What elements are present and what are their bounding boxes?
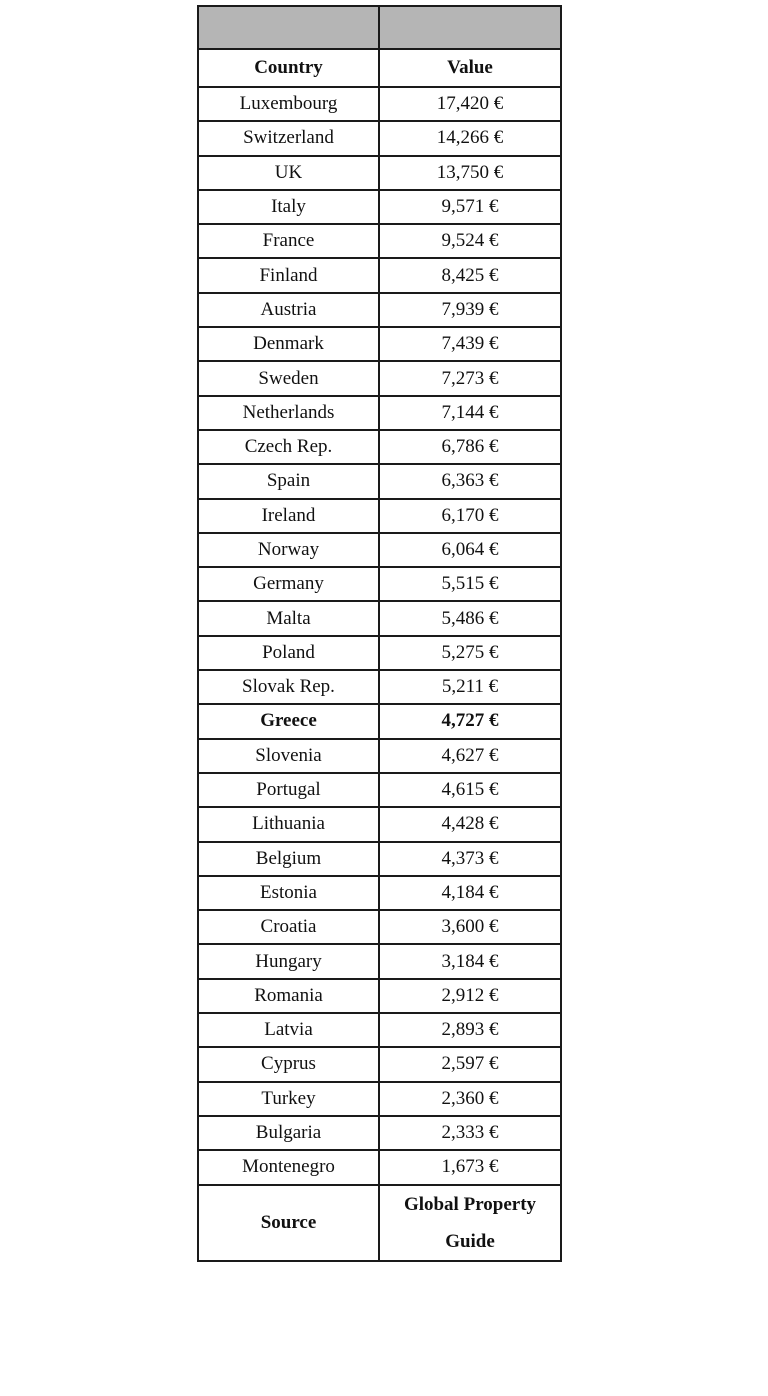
value-cell: 4,428 € (379, 807, 561, 841)
table-row (198, 636, 561, 670)
value-cell: 3,600 € (379, 910, 561, 944)
country-cell: Poland (198, 636, 379, 670)
country-cell: Latvia (198, 1013, 379, 1047)
country-cell: Malta (198, 601, 379, 635)
country-cell: Austria (198, 293, 379, 327)
value-cell: 8,425 € (379, 258, 561, 292)
country-cell: Finland (198, 258, 379, 292)
country-cell: Belgium (198, 842, 379, 876)
country-cell: Hungary (198, 944, 379, 978)
country-cell: Germany (198, 567, 379, 601)
value-cell: 7,144 € (379, 396, 561, 430)
column-header-country: Country (198, 49, 379, 87)
country-cell: Czech Rep. (198, 430, 379, 464)
column-header-value: Value (379, 49, 561, 87)
value-cell: 2,360 € (379, 1082, 561, 1116)
table-row (198, 533, 561, 567)
country-cell: Denmark (198, 327, 379, 361)
top-band-cell-right (379, 6, 561, 49)
country-cell: Netherlands (198, 396, 379, 430)
value-cell: 7,439 € (379, 327, 561, 361)
table-top-band (198, 6, 561, 49)
value-cell: 9,571 € (379, 190, 561, 224)
table-row (198, 1116, 561, 1150)
table-row (198, 499, 561, 533)
country-cell: Ireland (198, 499, 379, 533)
table-row (198, 807, 561, 841)
table-row (198, 1013, 561, 1047)
country-cell: France (198, 224, 379, 258)
value-cell: 4,615 € (379, 773, 561, 807)
value-cell: 4,727 € (379, 704, 561, 738)
value-cell: 2,893 € (379, 1013, 561, 1047)
country-cell: Norway (198, 533, 379, 567)
value-cell: 2,912 € (379, 979, 561, 1013)
table-row (198, 156, 561, 190)
value-cell: 6,786 € (379, 430, 561, 464)
country-cell: Estonia (198, 876, 379, 910)
table-row (198, 773, 561, 807)
table-row (198, 361, 561, 395)
table-row (198, 944, 561, 978)
value-cell: 5,211 € (379, 670, 561, 704)
value-cell: 7,273 € (379, 361, 561, 395)
country-cell: Slovenia (198, 739, 379, 773)
table-row (198, 396, 561, 430)
value-cell: 3,184 € (379, 944, 561, 978)
table-row (198, 876, 561, 910)
table-header-row (198, 49, 561, 87)
country-cell: Montenegro (198, 1150, 379, 1184)
value-cell: 5,275 € (379, 636, 561, 670)
table-row (198, 258, 561, 292)
country-cell: Bulgaria (198, 1116, 379, 1150)
table-row (198, 842, 561, 876)
value-cell: 1,673 € (379, 1150, 561, 1184)
table-row (198, 670, 561, 704)
country-cell: Slovak Rep. (198, 670, 379, 704)
country-cell: Lithuania (198, 807, 379, 841)
value-cell: 4,184 € (379, 876, 561, 910)
table-row (198, 601, 561, 635)
value-cell: 6,064 € (379, 533, 561, 567)
country-cell: Switzerland (198, 121, 379, 155)
source-value: Global Property Guide (379, 1185, 561, 1261)
value-cell: 5,486 € (379, 601, 561, 635)
top-band-cell-left (198, 6, 379, 49)
country-cell: Portugal (198, 773, 379, 807)
country-cell: Cyprus (198, 1047, 379, 1081)
table-row (198, 121, 561, 155)
table-row (198, 739, 561, 773)
country-cell: Spain (198, 464, 379, 498)
value-cell: 13,750 € (379, 156, 561, 190)
table-row (198, 464, 561, 498)
table-row (198, 327, 561, 361)
table-row (198, 190, 561, 224)
country-cell: Luxembourg (198, 87, 379, 121)
country-cell: Croatia (198, 910, 379, 944)
value-cell: 14,266 € (379, 121, 561, 155)
value-cell: 17,420 € (379, 87, 561, 121)
country-cell: Romania (198, 979, 379, 1013)
table-row (198, 910, 561, 944)
price-table (197, 5, 562, 1262)
table-row (198, 87, 561, 121)
table-row (198, 1150, 561, 1184)
table-row (198, 1082, 561, 1116)
value-cell: 6,170 € (379, 499, 561, 533)
table-row (198, 293, 561, 327)
value-cell: 4,627 € (379, 739, 561, 773)
value-cell: 4,373 € (379, 842, 561, 876)
source-label: Source (198, 1185, 379, 1261)
value-cell: 6,363 € (379, 464, 561, 498)
value-cell: 7,939 € (379, 293, 561, 327)
table-row (198, 1047, 561, 1081)
value-cell: 5,515 € (379, 567, 561, 601)
table-row (198, 224, 561, 258)
table-row (198, 704, 561, 738)
country-cell: Turkey (198, 1082, 379, 1116)
country-cell: Greece (198, 704, 379, 738)
table-row (198, 979, 561, 1013)
table-row (198, 430, 561, 464)
country-cell: UK (198, 156, 379, 190)
value-cell: 9,524 € (379, 224, 561, 258)
country-cell: Sweden (198, 361, 379, 395)
value-cell: 2,597 € (379, 1047, 561, 1081)
country-cell: Italy (198, 190, 379, 224)
table-row (198, 567, 561, 601)
table-body (198, 6, 561, 1261)
value-cell: 2,333 € (379, 1116, 561, 1150)
source-row (198, 1185, 561, 1261)
